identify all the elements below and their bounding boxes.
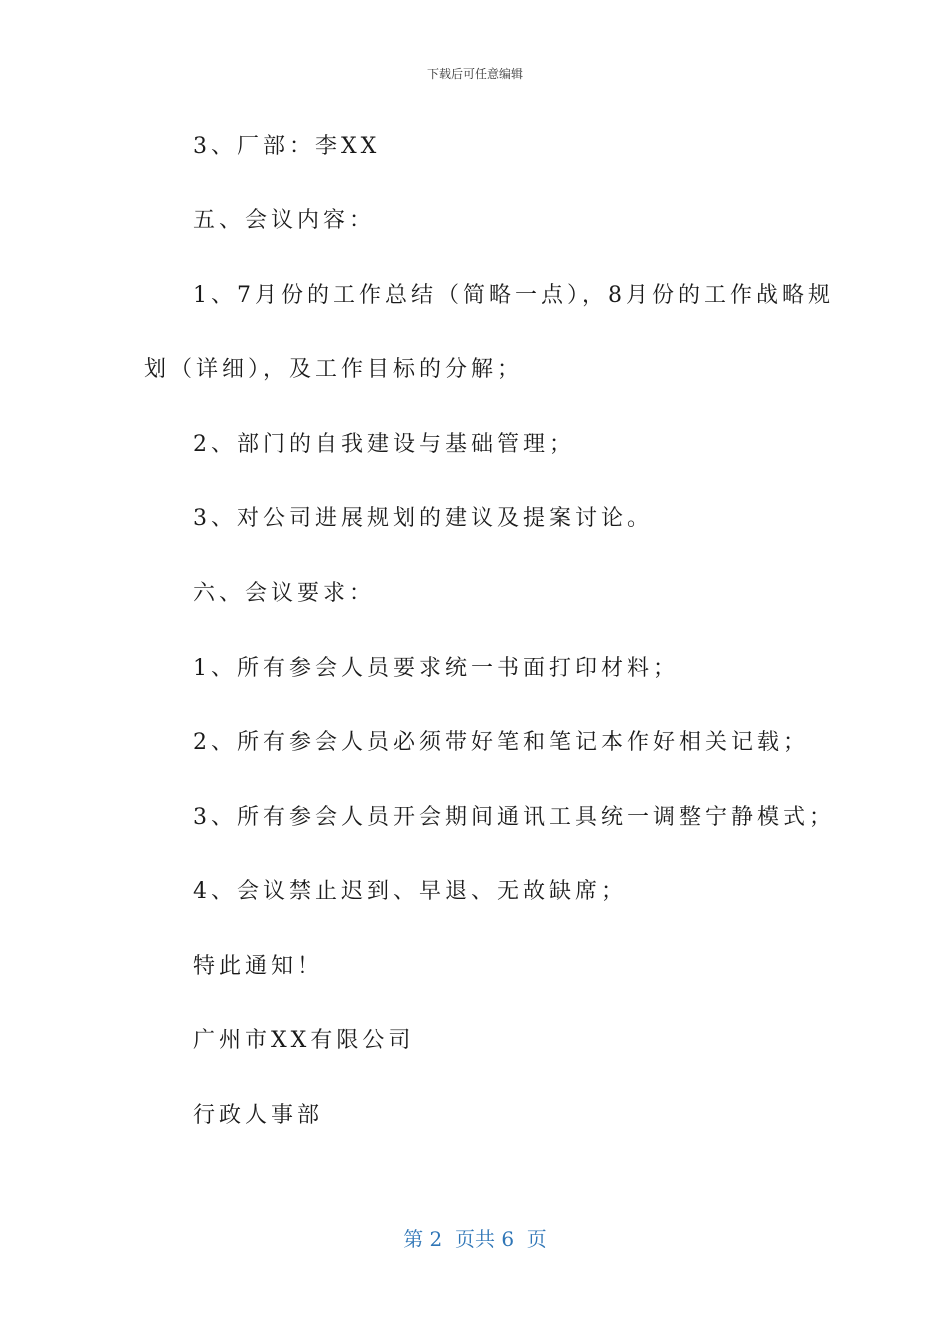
company-name: 广州市XX有限公司 <box>193 1028 415 1053</box>
requirement-item-2: 2、所有参会人员必须带好笔和笔记本作好相关记载； <box>193 730 809 755</box>
section-heading-content: 五、会议内容： <box>193 208 376 233</box>
requirement-item-4: 4、会议禁止迟到、早退、无故缺席； <box>193 879 627 904</box>
department-name: 行政人事部 <box>193 1103 324 1128</box>
requirement-item-1: 1、所有参会人员要求统一书面打印材料； <box>193 656 679 681</box>
page-number-footer: 第 2 页共 6 页 <box>403 1227 547 1251</box>
notice-closing: 特此通知！ <box>193 954 324 979</box>
content-item-3: 3、对公司进展规划的建议及提案讨论。 <box>193 506 653 531</box>
content-item-1: 1、7月份的工作总结（简略一点），8月份的工作战略规 <box>193 283 834 308</box>
content-item-2: 2、部门的自我建设与基础管理； <box>193 432 575 457</box>
content-item-1-continued: 划（详细），及工作目标的分解； <box>144 357 524 382</box>
attendee-line: 3、厂部：李XX <box>193 134 381 159</box>
requirement-item-3: 3、所有参会人员开会期间通讯工具统一调整宁静模式； <box>193 805 835 830</box>
section-heading-requirements: 六、会议要求： <box>193 581 376 606</box>
page-header: 下载后可任意编辑 <box>426 67 523 81</box>
